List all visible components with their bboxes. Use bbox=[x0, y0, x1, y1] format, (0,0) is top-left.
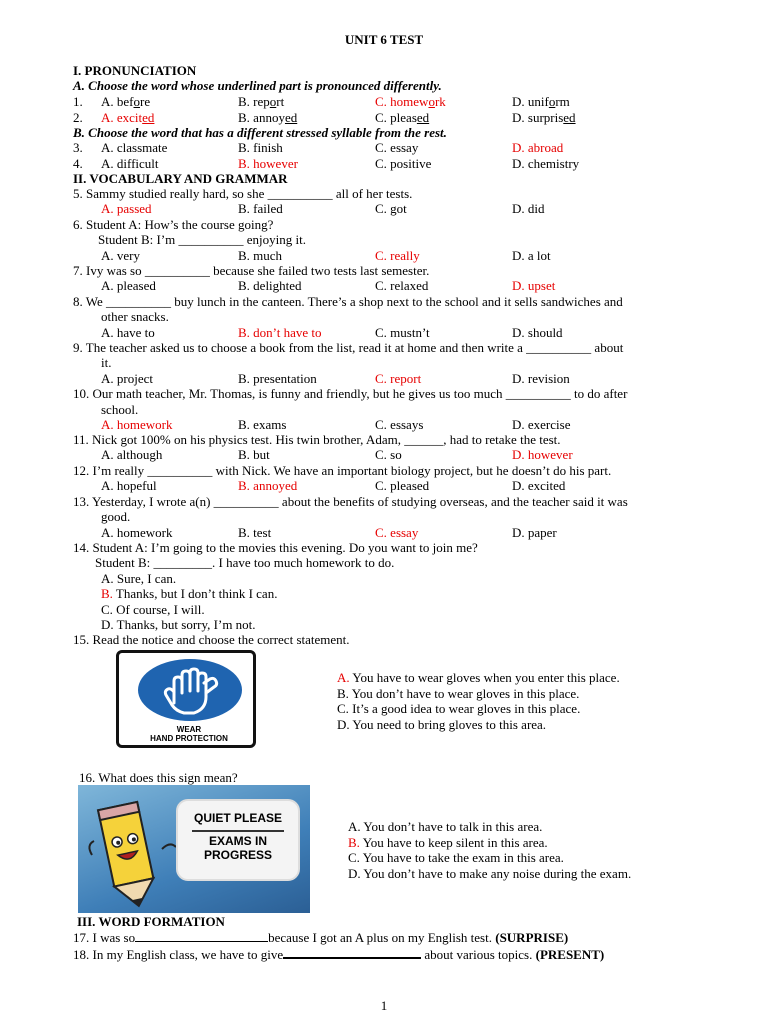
page-title: UNIT 6 TEST bbox=[344, 32, 424, 47]
q6-stem: 6. Student A: How’s the course going? bbox=[73, 217, 274, 232]
q12-stem: 12. I’m really __________ with Nick. We have an important biology project, but he doesn’t do his part. bbox=[73, 463, 612, 478]
sign-exams-text: EXAMS IN PROGRESS bbox=[203, 834, 272, 862]
q9-stem-2: it. bbox=[101, 355, 112, 370]
q10-option-b: B. exams bbox=[238, 417, 287, 432]
q5-option-d: D. did bbox=[512, 201, 545, 216]
q8-option-c: C. mustn’t bbox=[375, 325, 430, 340]
q6-option-a: A. very bbox=[101, 248, 140, 263]
q2-option-a: A. excited bbox=[101, 110, 155, 125]
q16-option-d: D. You don’t have to make any noise during the exam. bbox=[348, 866, 632, 881]
q9-option-b: B. presentation bbox=[238, 371, 317, 386]
sign-quiet-text: QUIET PLEASE bbox=[193, 811, 282, 825]
q9-option-d: D. revision bbox=[512, 371, 570, 386]
q15-option-a: A. You have to wear gloves when you enter this place. bbox=[337, 670, 620, 685]
q14-option-d: D. Thanks, but sorry, I’m not. bbox=[101, 617, 256, 632]
q12-option-a: A. hopeful bbox=[101, 478, 157, 493]
q13-stem-2: good. bbox=[101, 509, 131, 524]
q18-blank[interactable] bbox=[283, 945, 421, 959]
q14-option-c: C. Of course, I will. bbox=[101, 602, 205, 617]
q14-stem-2: Student B: _________. I have too much homework to do. bbox=[95, 555, 395, 570]
q8-option-d: D. should bbox=[512, 325, 563, 340]
q8-stem-2: other snacks. bbox=[101, 309, 169, 324]
q3-option-b: B. finish bbox=[238, 140, 283, 155]
speech-bubble bbox=[176, 799, 300, 881]
q14-option-a: A. Sure, I can. bbox=[101, 571, 177, 586]
q11-option-a: A. although bbox=[101, 447, 163, 462]
q15-option-b: B. You don’t have to wear gloves in this place. bbox=[337, 686, 580, 701]
q11-stem: 11. Nick got 100% on his physics test. His twin brother, Adam, ______, had to retake the test. bbox=[73, 432, 561, 447]
q12-option-c: C. pleased bbox=[375, 478, 430, 493]
q15-option-d: D. You need to bring gloves to this area. bbox=[337, 717, 547, 732]
q9-option-a: A. project bbox=[101, 371, 153, 386]
q10-stem-2: school. bbox=[101, 402, 139, 417]
q1-number: 1. bbox=[73, 94, 83, 109]
q4-number: 4. bbox=[73, 156, 83, 171]
q12-option-d: D. excited bbox=[512, 478, 566, 493]
q5-option-b: B. failed bbox=[238, 201, 283, 216]
q1-option-d: D. uniform bbox=[512, 94, 570, 109]
q16-stem: 16. What does this sign mean? bbox=[79, 770, 238, 785]
q10-option-a: A. homework bbox=[101, 417, 173, 432]
q18-line: 18. In my English class, we have to give about various topics. (PRESENT) bbox=[73, 947, 605, 962]
instruction-b: B. Choose the word that has a different stressed syllable from the rest. bbox=[73, 125, 447, 140]
q11-option-c: C. so bbox=[375, 447, 402, 462]
sign-caption: WEAR HAND PROTECTION bbox=[150, 725, 228, 743]
q4-option-b: B. however bbox=[238, 156, 298, 171]
section-heading-word-formation: III. WORD FORMATION bbox=[77, 914, 225, 929]
q8-option-b: B. don’t have to bbox=[238, 325, 322, 340]
instruction-a: A. Choose the word whose underlined part is pronounced differently. bbox=[73, 78, 442, 93]
q7-option-b: B. delighted bbox=[238, 278, 302, 293]
quiet-please-sign bbox=[78, 785, 310, 913]
q2-option-b: B. annoyed bbox=[238, 110, 298, 125]
q2-number: 2. bbox=[73, 110, 83, 125]
q7-option-a: A. pleased bbox=[101, 278, 156, 293]
q13-option-a: A. homework bbox=[101, 525, 173, 540]
q2-option-c: C. pleased bbox=[375, 110, 430, 125]
q3-option-c: C. essay bbox=[375, 140, 419, 155]
q4-option-c: C. positive bbox=[375, 156, 432, 171]
q14-option-b: B. Thanks, but I don’t think I can. bbox=[101, 586, 278, 601]
q3-option-a: A. classmate bbox=[101, 140, 168, 155]
q1-option-a: A. before bbox=[101, 94, 151, 109]
divider bbox=[192, 830, 284, 832]
q2-option-d: D. surprised bbox=[512, 110, 576, 125]
q12-option-b: B. annoyed bbox=[238, 478, 298, 493]
q15-stem: 15. Read the notice and choose the correct statement. bbox=[73, 632, 350, 647]
q8-option-a: A. have to bbox=[101, 325, 155, 340]
q13-option-d: D. paper bbox=[512, 525, 557, 540]
q5-option-c: C. got bbox=[375, 201, 407, 216]
q3-option-d: D. abroad bbox=[512, 140, 564, 155]
glove-icon bbox=[138, 659, 242, 721]
q10-stem: 10. Our math teacher, Mr. Thomas, is funny and friendly, but he gives us too much __________ to do after bbox=[73, 386, 628, 401]
q1-option-b: B. report bbox=[238, 94, 285, 109]
q5-stem: 5. Sammy studied really hard, so she __________ all of her tests. bbox=[73, 186, 413, 201]
q3-number: 3. bbox=[73, 140, 83, 155]
q6-option-b: B. much bbox=[238, 248, 283, 263]
q5-option-a: A. passed bbox=[101, 201, 152, 216]
q16-option-c: C. You have to take the exam in this area. bbox=[348, 850, 564, 865]
q1-option-c: C. homework bbox=[375, 94, 446, 109]
q10-option-d: D. exercise bbox=[512, 417, 571, 432]
q13-option-b: B. test bbox=[238, 525, 272, 540]
q6-option-c: C. really bbox=[375, 248, 420, 263]
q9-stem: 9. The teacher asked us to choose a book from the list, read it at home and then write a __________ about bbox=[73, 340, 624, 355]
q16-option-b: B. You have to keep silent in this area. bbox=[348, 835, 548, 850]
section-heading-vocabulary: II. VOCABULARY AND GRAMMAR bbox=[73, 171, 288, 186]
q4-option-a: A. difficult bbox=[101, 156, 159, 171]
section-heading-pronunciation: I. PRONUNCIATION bbox=[73, 63, 197, 78]
q17-line: 17. I was so because I got an A plus on my English test. (SURPRISE) bbox=[73, 930, 569, 945]
q4-option-d: D. chemistry bbox=[512, 156, 580, 171]
q7-option-c: C. relaxed bbox=[375, 278, 429, 293]
q6-stem-2: Student B: I’m __________ enjoying it. bbox=[98, 232, 306, 247]
q16-option-a: A. You don’t have to talk in this area. bbox=[348, 819, 543, 834]
q9-option-c: C. report bbox=[375, 371, 422, 386]
q14-stem: 14. Student A: I’m going to the movies this evening. Do you want to join me? bbox=[73, 540, 478, 555]
q6-option-d: D. a lot bbox=[512, 248, 551, 263]
q10-option-c: C. essays bbox=[375, 417, 424, 432]
page-number: 1 bbox=[380, 998, 388, 1013]
q7-option-d: D. upset bbox=[512, 278, 556, 293]
q13-stem: 13. Yesterday, I wrote a(n) __________ about the benefits of studying overseas, and the teacher said it was bbox=[73, 494, 628, 509]
q17-blank[interactable] bbox=[135, 929, 268, 942]
q11-option-b: B. but bbox=[238, 447, 270, 462]
q8-stem: 8. We __________ buy lunch in the canteen. There’s a shop next to the school and it sells sandwiches and bbox=[73, 294, 623, 309]
q7-stem: 7. Ivy was so __________ because she failed two tests last semester. bbox=[73, 263, 430, 278]
q15-option-c: C. It’s a good idea to wear gloves in this place. bbox=[337, 701, 581, 716]
hand-protection-sign bbox=[112, 648, 262, 752]
q11-option-d: D. however bbox=[512, 447, 573, 462]
q13-option-c: C. essay bbox=[375, 525, 419, 540]
